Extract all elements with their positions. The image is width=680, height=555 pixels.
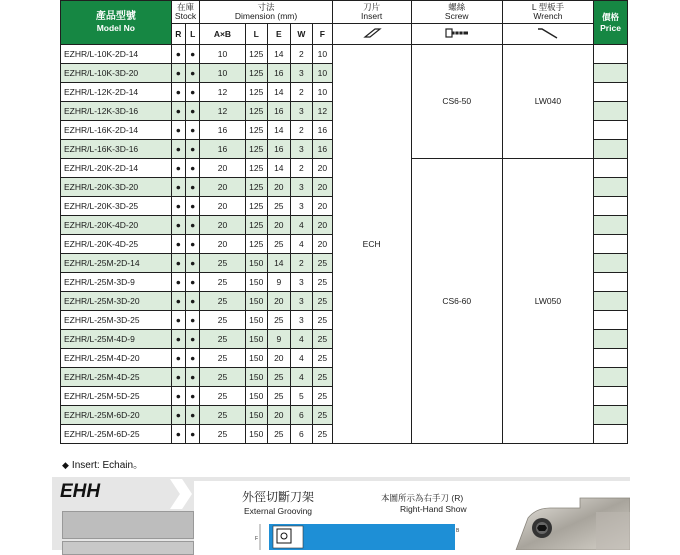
stock-r-cell: ● (171, 83, 185, 102)
price-header-en: Price (600, 22, 621, 33)
col-w-header: W (290, 24, 313, 45)
dim-label-b: B (456, 528, 460, 534)
e-cell: 14 (268, 83, 291, 102)
stock-r-cell: ● (171, 425, 185, 444)
axb-cell: 10 (200, 64, 245, 83)
f-cell: 25 (313, 406, 333, 425)
price-cell (594, 425, 628, 444)
stock-r-cell: ● (171, 64, 185, 83)
stock-l-cell: ● (186, 83, 200, 102)
dimension-header-zh: 寸法 (257, 2, 275, 13)
length-cell: 150 (245, 273, 268, 292)
diamond-bullet-icon: ◆ (62, 460, 69, 470)
price-cell (594, 292, 628, 311)
stock-l-cell: ● (186, 102, 200, 121)
e-cell: 16 (268, 102, 291, 121)
stock-l-cell: ● (186, 235, 200, 254)
col-length-header: L (245, 24, 268, 45)
stock-r-cell: ● (171, 178, 185, 197)
section-sub-tab (62, 511, 194, 539)
stock-l-cell: ● (186, 64, 200, 83)
model-no-header-en: Model No (96, 23, 135, 34)
price-cell (594, 406, 628, 425)
wrench-value-cell: LW040 (502, 45, 593, 159)
e-cell: 25 (268, 311, 291, 330)
price-cell (594, 121, 628, 140)
stock-l-cell: ● (186, 254, 200, 273)
price-cell (594, 330, 628, 349)
model-cell: EZHR/L-10K-2D-14 (61, 45, 172, 64)
model-cell: EZHR/L-20K-4D-20 (61, 216, 172, 235)
stock-r-cell: ● (171, 368, 185, 387)
f-cell: 20 (313, 178, 333, 197)
dimension-header-en: Dimension (mm) (234, 11, 298, 21)
f-cell: 25 (313, 273, 333, 292)
insert-value-cell: ECH (332, 45, 411, 444)
stock-l-cell: ● (186, 368, 200, 387)
model-cell: EZHR/L-25M-3D-20 (61, 292, 172, 311)
model-cell: EZHR/L-12K-2D-14 (61, 83, 172, 102)
wrench-header-en: Wrench (533, 11, 563, 21)
l-wrench-icon (535, 26, 561, 40)
e-cell: 16 (268, 140, 291, 159)
wrench-value-cell: LW050 (502, 159, 593, 444)
model-cell: EZHR/L-16K-3D-16 (61, 140, 172, 159)
length-cell: 125 (245, 121, 268, 140)
section-title-zh: 外徑切斷刀架 (242, 490, 315, 504)
insert-header-zh: 刀片 (363, 2, 381, 13)
length-cell: 150 (245, 349, 268, 368)
screw-header-en: Screw (444, 11, 469, 21)
stock-l-cell: ● (186, 159, 200, 178)
f-cell: 25 (313, 254, 333, 273)
wrench-header (502, 1, 593, 24)
col-e-header: E (268, 24, 291, 45)
e-cell: 20 (268, 292, 291, 311)
e-cell: 14 (268, 121, 291, 140)
stock-header-en: Stock (174, 11, 197, 21)
w-cell: 3 (290, 178, 313, 197)
stock-r-cell: ● (171, 349, 185, 368)
model-cell: EZHR/L-20K-4D-25 (61, 235, 172, 254)
col-r-header: R (171, 24, 185, 45)
length-cell: 150 (245, 311, 268, 330)
axb-cell: 25 (200, 349, 245, 368)
insert-header-en: Insert (361, 11, 383, 21)
price-cell (594, 64, 628, 83)
f-cell: 20 (313, 235, 333, 254)
f-cell: 20 (313, 159, 333, 178)
screw-value-cell: CS6-50 (411, 45, 502, 159)
f-cell: 10 (313, 45, 333, 64)
w-cell: 3 (290, 102, 313, 121)
f-cell: 25 (313, 311, 333, 330)
length-cell: 150 (245, 368, 268, 387)
length-cell: 150 (245, 425, 268, 444)
stock-l-cell: ● (186, 140, 200, 159)
price-cell (594, 102, 628, 121)
model-cell: EZHR/L-20K-2D-14 (61, 159, 172, 178)
stock-r-cell: ● (171, 45, 185, 64)
section-title-en: External Grooving (244, 506, 313, 516)
stock-l-cell: ● (186, 45, 200, 64)
axb-cell: 25 (200, 368, 245, 387)
e-cell: 14 (268, 254, 291, 273)
f-cell: 16 (313, 140, 333, 159)
e-cell: 25 (268, 197, 291, 216)
length-cell: 125 (245, 178, 268, 197)
length-cell: 150 (245, 292, 268, 311)
model-cell: EZHR/L-25M-4D-9 (61, 330, 172, 349)
length-cell: 125 (245, 102, 268, 121)
stock-r-cell: ● (171, 330, 185, 349)
axb-cell: 25 (200, 311, 245, 330)
stock-l-cell: ● (186, 330, 200, 349)
length-cell: 125 (245, 235, 268, 254)
hand-note-zh: 本圖所示為右手刀 (R) (381, 493, 464, 503)
e-cell: 20 (268, 349, 291, 368)
w-cell: 2 (290, 254, 313, 273)
wrench-icon-cell (502, 24, 593, 45)
axb-cell: 25 (200, 254, 245, 273)
e-cell: 25 (268, 425, 291, 444)
price-cell (594, 159, 628, 178)
length-cell: 150 (245, 387, 268, 406)
e-cell: 9 (268, 273, 291, 292)
stock-r-cell: ● (171, 235, 185, 254)
stock-l-cell: ● (186, 292, 200, 311)
section-sub-tab-2 (62, 541, 194, 555)
price-cell (594, 197, 628, 216)
stock-r-cell: ● (171, 140, 185, 159)
col-f-header: F (313, 24, 333, 45)
w-cell: 3 (290, 311, 313, 330)
axb-cell: 25 (200, 387, 245, 406)
e-cell: 9 (268, 330, 291, 349)
price-cell (594, 254, 628, 273)
f-cell: 25 (313, 387, 333, 406)
model-no-header-zh: 產品型號 (95, 11, 136, 23)
stock-r-cell: ● (171, 406, 185, 425)
axb-cell: 25 (200, 292, 245, 311)
e-cell: 16 (268, 64, 291, 83)
w-cell: 4 (290, 216, 313, 235)
model-cell: EZHR/L-25M-3D-9 (61, 273, 172, 292)
insert-note (62, 456, 143, 471)
f-cell: 25 (313, 349, 333, 368)
stock-r-cell: ● (171, 216, 185, 235)
screw-header-zh: 螺絲 (448, 2, 466, 13)
f-cell: 20 (313, 216, 333, 235)
f-cell: 25 (313, 425, 333, 444)
length-cell: 125 (245, 83, 268, 102)
col-l-header: L (186, 24, 200, 45)
spec-table (60, 0, 628, 444)
stock-header (171, 1, 200, 24)
length-cell: 125 (245, 64, 268, 83)
insert-icon-cell (332, 24, 411, 45)
screw-icon (443, 27, 471, 39)
price-cell (594, 368, 628, 387)
price-cell (594, 311, 628, 330)
e-cell: 14 (268, 159, 291, 178)
price-header-zh: 價格 (602, 12, 620, 22)
insert-header (332, 1, 411, 24)
stock-l-cell: ● (186, 406, 200, 425)
model-cell: EZHR/L-25M-3D-25 (61, 311, 172, 330)
length-cell: 150 (245, 406, 268, 425)
tool-drawing (255, 520, 460, 550)
table-row (61, 45, 628, 64)
model-cell: EZHR/L-10K-3D-20 (61, 64, 172, 83)
f-cell: 12 (313, 102, 333, 121)
w-cell: 3 (290, 64, 313, 83)
stock-r-cell: ● (171, 197, 185, 216)
model-cell: EZHR/L-25M-4D-20 (61, 349, 172, 368)
stock-r-cell: ● (171, 273, 185, 292)
axb-cell: 25 (200, 406, 245, 425)
stock-r-cell: ● (171, 387, 185, 406)
stock-l-cell: ● (186, 425, 200, 444)
model-cell: EZHR/L-25M-2D-14 (61, 254, 172, 273)
f-cell: 10 (313, 64, 333, 83)
axb-cell: 25 (200, 273, 245, 292)
axb-cell: 12 (200, 102, 245, 121)
model-cell: EZHR/L-25M-6D-20 (61, 406, 172, 425)
length-cell: 125 (245, 159, 268, 178)
stock-l-cell: ● (186, 178, 200, 197)
w-cell: 6 (290, 406, 313, 425)
insert-note-text: Insert: Echain。 (71, 460, 144, 471)
w-cell: 3 (290, 292, 313, 311)
w-cell: 3 (290, 197, 313, 216)
dimension-header (200, 1, 332, 24)
model-cell: EZHR/L-12K-3D-16 (61, 102, 172, 121)
axb-cell: 20 (200, 178, 245, 197)
w-cell: 3 (290, 273, 313, 292)
w-cell: 2 (290, 83, 313, 102)
stock-r-cell: ● (171, 102, 185, 121)
e-cell: 20 (268, 406, 291, 425)
wrench-header-zh: L 型板手 (531, 2, 565, 13)
stock-r-cell: ● (171, 292, 185, 311)
length-cell: 150 (245, 330, 268, 349)
length-cell: 125 (245, 45, 268, 64)
price-cell (594, 387, 628, 406)
stock-l-cell: ● (186, 273, 200, 292)
insert-blade-icon (361, 27, 383, 39)
screw-header (411, 1, 502, 24)
f-cell: 16 (313, 121, 333, 140)
axb-cell: 16 (200, 140, 245, 159)
price-cell (594, 83, 628, 102)
f-cell: 20 (313, 197, 333, 216)
e-cell: 25 (268, 368, 291, 387)
e-cell: 14 (268, 45, 291, 64)
f-cell: 25 (313, 330, 333, 349)
w-cell: 3 (290, 140, 313, 159)
f-cell: 10 (313, 83, 333, 102)
w-cell: 2 (290, 45, 313, 64)
tool-holder-image (506, 490, 630, 550)
stock-l-cell: ● (186, 349, 200, 368)
section-code: EHH (60, 481, 101, 502)
model-no-header (61, 1, 172, 45)
w-cell: 4 (290, 349, 313, 368)
e-cell: 20 (268, 216, 291, 235)
e-cell: 20 (268, 178, 291, 197)
price-cell (594, 178, 628, 197)
w-cell: 5 (290, 387, 313, 406)
axb-cell: 20 (200, 197, 245, 216)
f-cell: 25 (313, 368, 333, 387)
price-cell (594, 216, 628, 235)
price-cell (594, 349, 628, 368)
w-cell: 6 (290, 425, 313, 444)
stock-header-zh: 在庫 (177, 2, 195, 13)
col-axb-header: A×B (200, 24, 245, 45)
stock-r-cell: ● (171, 121, 185, 140)
length-cell: 150 (245, 254, 268, 273)
axb-cell: 20 (200, 216, 245, 235)
stock-r-cell: ● (171, 311, 185, 330)
spec-rows (61, 45, 628, 444)
dim-label-f: F (255, 536, 259, 542)
price-cell (594, 140, 628, 159)
hand-note-en: Right-Hand Show (400, 504, 467, 514)
model-cell: EZHR/L-20K-3D-20 (61, 178, 172, 197)
axb-cell: 16 (200, 121, 245, 140)
model-cell: EZHR/L-25M-6D-25 (61, 425, 172, 444)
w-cell: 4 (290, 235, 313, 254)
axb-cell: 12 (200, 83, 245, 102)
w-cell: 2 (290, 121, 313, 140)
axb-cell: 25 (200, 425, 245, 444)
length-cell: 125 (245, 140, 268, 159)
axb-cell: 10 (200, 45, 245, 64)
axb-cell: 20 (200, 159, 245, 178)
length-cell: 125 (245, 197, 268, 216)
e-cell: 25 (268, 235, 291, 254)
price-header (594, 1, 628, 45)
screw-value-cell: CS6-60 (411, 159, 502, 444)
stock-l-cell: ● (186, 197, 200, 216)
w-cell: 2 (290, 159, 313, 178)
screw-icon-cell (411, 24, 502, 45)
axb-cell: 20 (200, 235, 245, 254)
model-cell: EZHR/L-25M-5D-25 (61, 387, 172, 406)
w-cell: 4 (290, 368, 313, 387)
e-cell: 25 (268, 387, 291, 406)
model-cell: EZHR/L-20K-3D-25 (61, 197, 172, 216)
model-cell: EZHR/L-16K-2D-14 (61, 121, 172, 140)
stock-l-cell: ● (186, 216, 200, 235)
axb-cell: 25 (200, 330, 245, 349)
length-cell: 125 (245, 216, 268, 235)
stock-l-cell: ● (186, 311, 200, 330)
f-cell: 25 (313, 292, 333, 311)
stock-r-cell: ● (171, 254, 185, 273)
stock-l-cell: ● (186, 121, 200, 140)
model-cell: EZHR/L-25M-4D-25 (61, 368, 172, 387)
price-cell (594, 45, 628, 64)
stock-l-cell: ● (186, 387, 200, 406)
stock-r-cell: ● (171, 159, 185, 178)
price-cell (594, 235, 628, 254)
price-cell (594, 273, 628, 292)
w-cell: 4 (290, 330, 313, 349)
